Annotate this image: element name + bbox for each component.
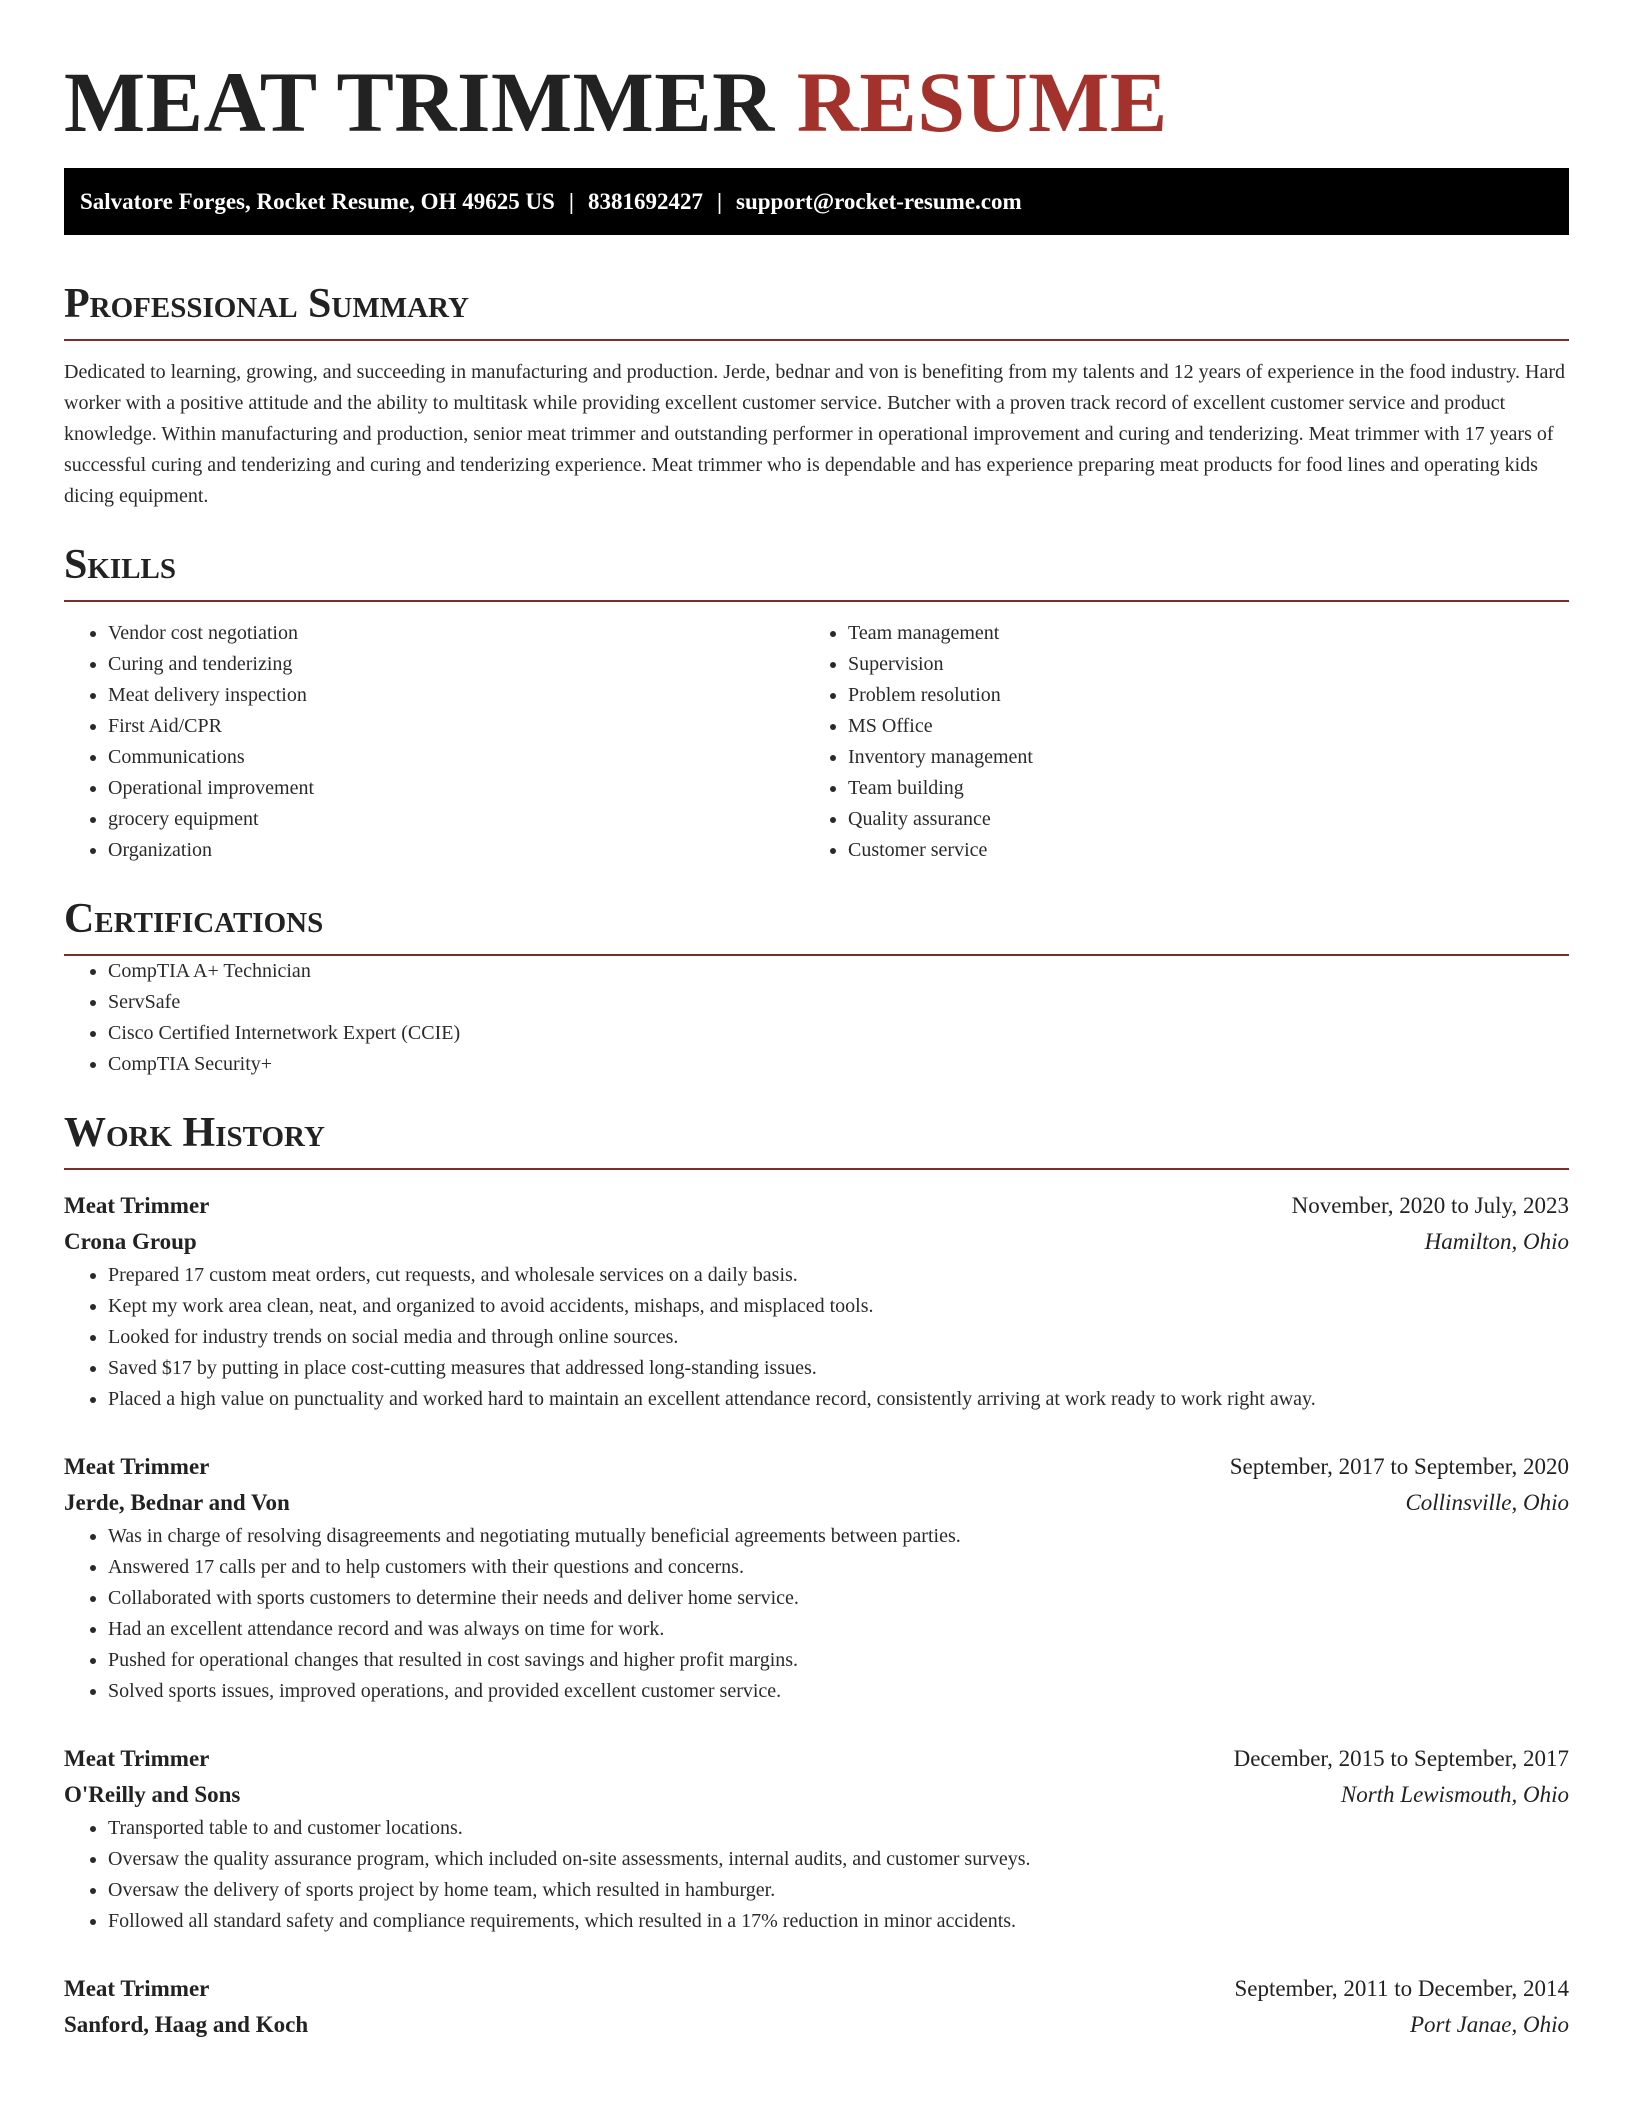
job-location: Hamilton, Ohio — [1424, 1229, 1569, 1254]
job-title: Meat Trimmer — [64, 1193, 210, 1218]
certification-item: • CompTIA Security+ — [108, 1049, 1569, 1080]
skill-item: • Inventory management — [848, 742, 1544, 773]
job-header-row — [64, 1971, 1569, 2007]
job-duty: • Kept my work area clean, neat, and organized to avoid accidents, mishaps, and misplaced tools. — [108, 1291, 1569, 1322]
job-duty: • Oversaw the delivery of sports project by home team, which resulted in hamburger. — [108, 1875, 1569, 1906]
skills-column-right — [804, 618, 1544, 866]
certifications-list — [64, 956, 1569, 1080]
skills-heading: Skills — [64, 540, 1569, 602]
summary-text: Dedicated to learning, growing, and succeeding in manufacturing and production. Jerde, bednar and von is benefiting from my talents and 12 years of experience in the food industry. Hard worker with a positive attitude and the ability to multitask while providing excellent customer service. Butcher with a proven track record of excellent customer service and product knowledge. Within manufacturing and production, senior meat trimmer and outstanding performer in operational improvement and curing and tenderizing. Meat trimmer with 17 years of successful curing and tenderizing and curing and tenderizing experience. Meat trimmer who is dependable and has experience preparing meat products for food lines and operating kids dicing equipment. — [64, 361, 1566, 507]
certification-item: • CompTIA A+ Technician — [108, 956, 1569, 987]
skill-item: • grocery equipment — [108, 804, 804, 835]
job-header-row — [64, 1449, 1569, 1485]
job-title: Meat Trimmer — [64, 1976, 210, 2001]
job-dates: September, 2011 to December, 2014 — [1234, 1976, 1569, 2001]
job-company-row — [64, 1224, 1569, 1260]
title-accent: RESUME — [796, 54, 1168, 150]
skill-item: • Operational improvement — [108, 773, 804, 804]
skills-list-right — [804, 618, 1544, 866]
job-header-row — [64, 1741, 1569, 1777]
title-main: MEAT TRIMMER — [64, 54, 775, 150]
job-duty: • Prepared 17 custom meat orders, cut requests, and wholesale services on a daily basis. — [108, 1260, 1569, 1291]
job-duty: • Followed all standard safety and compliance requirements, which resulted in a 17% reduction in minor accidents. — [108, 1906, 1569, 1937]
skill-item: • Meat delivery inspection — [108, 680, 804, 711]
skill-item: • Supervision — [848, 649, 1544, 680]
resume-title — [64, 0, 1569, 148]
job-company: O'Reilly and Sons — [64, 1782, 241, 1807]
skills-columns — [64, 618, 1569, 866]
job-company: Sanford, Haag and Koch — [64, 2012, 309, 2037]
job-dates: November, 2020 to July, 2023 — [1291, 1193, 1569, 1218]
resume-page — [64, 0, 1569, 2043]
skill-item: • MS Office — [848, 711, 1544, 742]
job-company: Jerde, Bednar and Von — [64, 1490, 290, 1515]
contact-address: Salvatore Forges, Rocket Resume, OH 49625 US — [80, 189, 555, 214]
job-duty: • Solved sports issues, improved operations, and provided excellent customer service. — [108, 1676, 1569, 1707]
contact-phone: 8381692427 — [587, 189, 703, 214]
job-location: North Lewismouth, Ohio — [1340, 1782, 1569, 1807]
skill-item: • Curing and tenderizing — [108, 649, 804, 680]
certifications-heading: Certifications — [64, 894, 1569, 956]
job-header-row — [64, 1188, 1569, 1224]
summary-heading: Professional Summary — [64, 279, 1569, 341]
contact-separator: | — [568, 189, 574, 214]
skill-item: • Organization — [108, 835, 804, 866]
job-company: Crona Group — [64, 1229, 197, 1254]
skill-item: • First Aid/CPR — [108, 711, 804, 742]
certification-item: • ServSafe — [108, 987, 1569, 1018]
skill-item: • Communications — [108, 742, 804, 773]
job-duty: • Answered 17 calls per and to help customers with their questions and concerns. — [108, 1552, 1569, 1583]
job-duty: • Had an excellent attendance record and was always on time for work. — [108, 1614, 1569, 1645]
skill-item: • Team building — [848, 773, 1544, 804]
job-duty: • Looked for industry trends on social media and through online sources. — [108, 1322, 1569, 1353]
job-duty: • Pushed for operational changes that resulted in cost savings and higher profit margins. — [108, 1645, 1569, 1676]
skill-item: • Team management — [848, 618, 1544, 649]
job-dates: September, 2017 to September, 2020 — [1229, 1454, 1569, 1479]
job-duties-list — [64, 1521, 1569, 1707]
job-duties-list — [64, 1260, 1569, 1415]
job-duty: • Was in charge of resolving disagreements and negotiating mutually beneficial agreements between parties. — [108, 1521, 1569, 1552]
job-duty: • Placed a high value on punctuality and worked hard to maintain an excellent attendance record, consistently arriving at work ready to work right away. — [108, 1384, 1569, 1415]
contact-bar — [64, 168, 1569, 235]
skills-column-left — [64, 618, 804, 866]
job-location: Collinsville, Ohio — [1405, 1490, 1569, 1515]
contact-separator: | — [716, 189, 723, 214]
job-entry — [64, 1971, 1569, 2043]
job-title: Meat Trimmer — [64, 1454, 210, 1479]
skill-item: • Vendor cost negotiation — [108, 618, 804, 649]
job-entry — [64, 1449, 1569, 1707]
job-title: Meat Trimmer — [64, 1746, 210, 1771]
job-dates: December, 2015 to September, 2017 — [1233, 1746, 1569, 1771]
job-duty: • Collaborated with sports customers to determine their needs and deliver home service. — [108, 1583, 1569, 1614]
job-entry — [64, 1188, 1569, 1415]
job-company-row — [64, 2007, 1569, 2043]
job-company-row — [64, 1485, 1569, 1521]
job-duty: • Oversaw the quality assurance program, which included on-site assessments, internal audits, and customer surveys. — [108, 1844, 1569, 1875]
skill-item: • Customer service — [848, 835, 1544, 866]
certification-item: • Cisco Certified Internetwork Expert (CCIE) — [108, 1018, 1569, 1049]
skills-list-left — [64, 618, 804, 866]
job-entry — [64, 1741, 1569, 1937]
skill-item: • Problem resolution — [848, 680, 1544, 711]
job-company-row — [64, 1777, 1569, 1813]
work-history-heading: Work History — [64, 1108, 1569, 1170]
job-duty: • Transported table to and customer locations. — [108, 1813, 1569, 1844]
job-duty: • Saved $17 by putting in place cost-cutting measures that addressed long-standing issues. — [108, 1353, 1569, 1384]
job-location: Port Janae, Ohio — [1409, 2012, 1569, 2037]
contact-email: support@rocket-resume.com — [736, 189, 1022, 214]
job-duties-list — [64, 1813, 1569, 1937]
skill-item: • Quality assurance — [848, 804, 1544, 835]
